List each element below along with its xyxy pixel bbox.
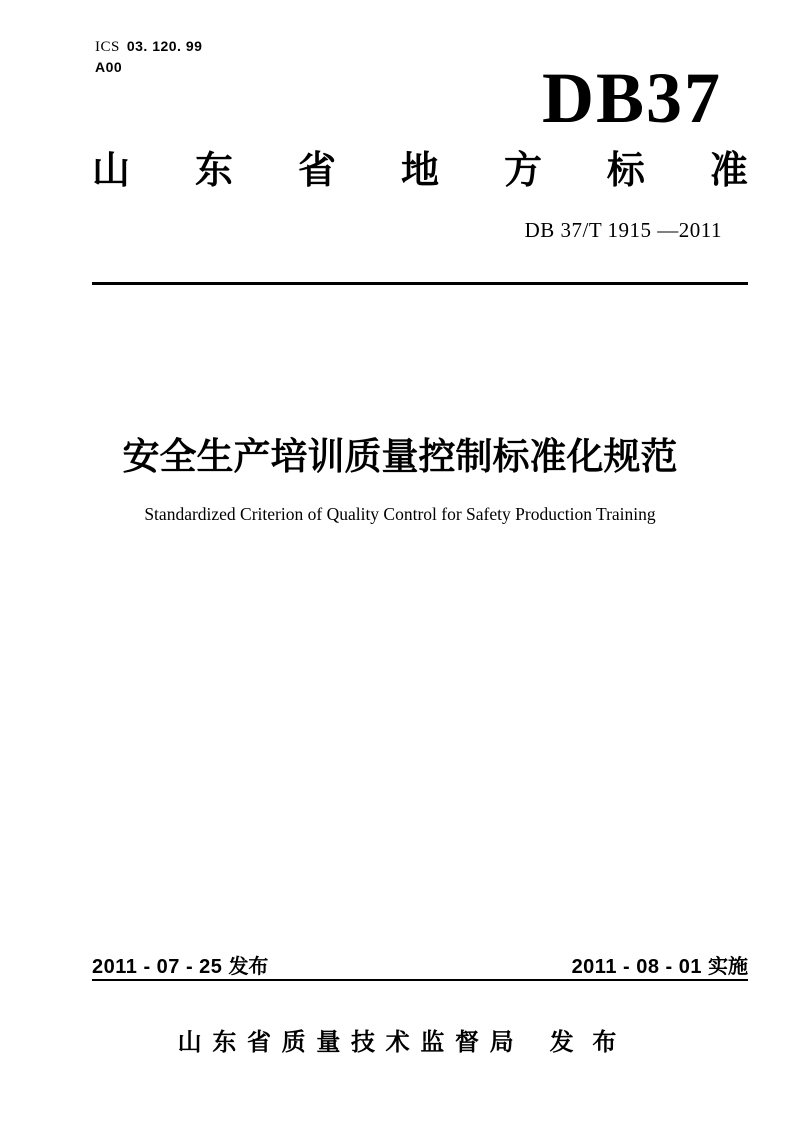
standard-type-char: 方	[503, 150, 542, 192]
publisher-name: 山 东 省 质 量 技 术 监 督 局	[177, 1029, 516, 1056]
ics-block	[95, 38, 202, 76]
classification-code: A00	[95, 59, 123, 75]
date-row	[92, 955, 748, 979]
standard-type-char: 山	[92, 150, 131, 192]
publisher-row	[0, 1029, 800, 1057]
implement-date-item	[572, 955, 748, 979]
issue-date: 2011 - 07 - 25	[92, 956, 223, 978]
issue-date-item	[92, 955, 268, 979]
footer-rule	[92, 979, 748, 981]
implement-label: 实施	[708, 956, 748, 978]
header-rule	[92, 282, 748, 285]
implement-date: 2011 - 08 - 01	[571, 956, 702, 978]
standard-type-title	[92, 150, 748, 192]
standard-number: DB 37/T 1915 —2011	[524, 218, 722, 242]
issue-label: 发布	[228, 956, 269, 978]
standard-type-char: 地	[400, 150, 439, 192]
document-title-english: Standardized Criterion of Quality Control for Safety Production Training	[144, 504, 656, 524]
standard-type-char: 东	[194, 150, 233, 192]
ics-code: 03. 120. 99	[126, 38, 203, 54]
standard-type-char: 省	[297, 150, 336, 192]
standard-type-char: 标	[606, 150, 645, 192]
ics-line	[95, 38, 202, 56]
ics-label: ICS	[95, 39, 120, 55]
publisher-action-label: 发 布	[549, 1029, 623, 1056]
standard-logo: DB37	[541, 58, 722, 138]
standard-type-char: 准	[709, 150, 748, 192]
document-title-chinese: 安全生产培训质量控制标准化规范	[122, 436, 678, 477]
